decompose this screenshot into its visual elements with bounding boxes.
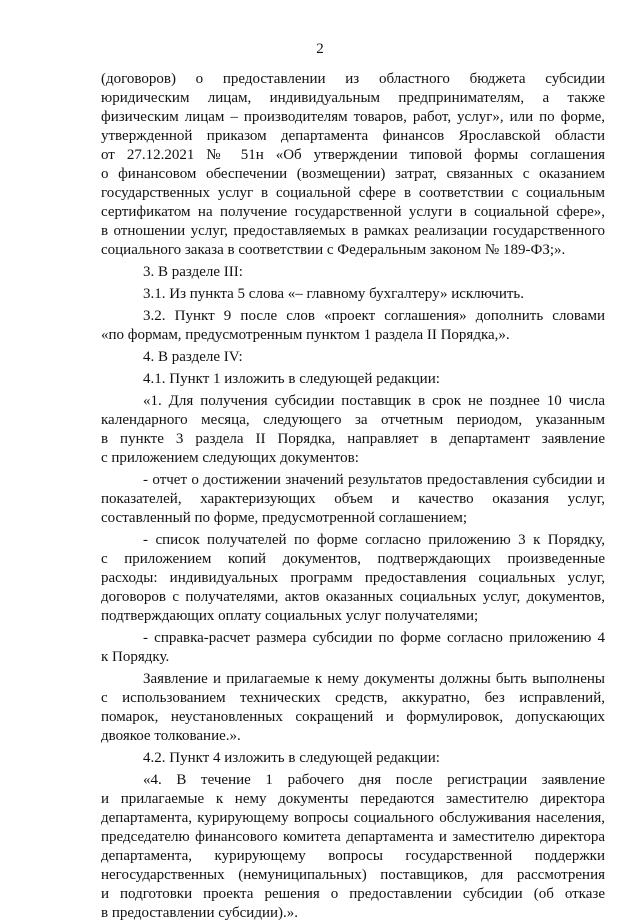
- text-line: физическим лицам – производителям товаров, работ, услуг», или по форме,: [101, 109, 605, 125]
- text-line: к Порядку.: [101, 649, 170, 665]
- text-line: помарок, неустановленных сокращений и формулировок, допускающих: [101, 709, 605, 725]
- text-line: государственных услуг в социальной сфере в соответствии с социальным: [101, 185, 605, 201]
- text-line: 4.2. Пункт 4 изложить в следующей редакции:: [143, 750, 440, 766]
- paragraph: [101, 629, 605, 667]
- text-line: календарного месяца, следующего за отчетным периодом, указанным: [101, 412, 605, 428]
- text-line: от 27.12.2021 № 51н «Об утверждении типовой формы соглашения: [101, 147, 605, 163]
- paragraph: [101, 348, 605, 367]
- text-line: «по формам, предусмотренным пунктом 1 раздела II Порядка,».: [101, 327, 510, 343]
- text-line: - отчет о достижении значений результатов предоставления субсидии и: [143, 472, 605, 488]
- paragraph: [101, 285, 605, 304]
- paragraph: [101, 70, 605, 260]
- text-line: 3. В разделе III:: [143, 264, 243, 280]
- text-line: негосударственных (немуниципальных) поставщиков, для рассмотрения: [101, 867, 605, 883]
- text-line: 4. В разделе IV:: [143, 349, 243, 365]
- document-body: [101, 70, 605, 923]
- paragraph: [101, 771, 605, 923]
- text-line: с приложением следующих документов:: [101, 450, 359, 466]
- text-line: расходы: индивидуальных программ предоставления социальных услуг,: [101, 570, 605, 586]
- text-line: 4.1. Пункт 1 изложить в следующей редакции:: [143, 371, 440, 387]
- text-line: показателей, характеризующих объем и качество оказания услуг,: [101, 491, 605, 507]
- text-line: департамента, курирующему вопросы государственной поддержки: [101, 848, 605, 864]
- text-line: утвержденной приказом департамента финансов Ярославской области: [101, 128, 605, 144]
- text-line: двоякое толкование.».: [101, 728, 241, 744]
- paragraph: [101, 370, 605, 389]
- text-line: с приложением копий документов, подтверждающих произведенные: [101, 551, 605, 567]
- text-line: в предоставлении субсидии).».: [101, 905, 298, 921]
- paragraph: [101, 531, 605, 626]
- text-line: в отношении услуг, предоставляемых в рамках реализации государственного: [101, 223, 605, 239]
- paragraph: [101, 263, 605, 282]
- text-line: председателю финансового комитета департамента и заместителю директора: [101, 829, 605, 845]
- text-line: и прилагаемые к нему документы передаются заместителю директора: [101, 791, 605, 807]
- paragraph: [101, 307, 605, 345]
- text-line: социального заказа в соответствии с Федеральным законом № 189-ФЗ;».: [101, 242, 566, 258]
- text-line: - список получателей по форме согласно приложению 3 к Порядку,: [143, 532, 605, 548]
- paragraph: [101, 670, 605, 746]
- text-line: с использованием технических средств, аккуратно, без исправлений,: [101, 690, 605, 706]
- text-line: в пункте 3 раздела II Порядка, направляет в департамент заявление: [101, 431, 605, 447]
- text-line: юридическим лицам, индивидуальным предпринимателям, а также: [101, 90, 605, 106]
- text-line: 3.2. Пункт 9 после слов «проект соглашения» дополнить словами: [143, 308, 605, 324]
- text-line: сертификатом на получение государственной услуги в социальной сфере»,: [101, 204, 605, 220]
- paragraph: [101, 392, 605, 468]
- text-line: 3.1. Из пункта 5 слова «– главному бухгалтеру» исключить.: [143, 286, 525, 302]
- text-line: - справка-расчет размера субсидии по форме согласно приложению 4: [143, 630, 605, 646]
- text-line: договоров с получателями, актов оказанных социальных услуг, документов,: [101, 589, 605, 605]
- text-line: (договоров) о предоставлении из областного бюджета субсидии: [101, 71, 605, 87]
- text-line: и подготовки проекта решения о предоставлении субсидии (об отказе: [101, 886, 605, 902]
- paragraph: [101, 749, 605, 768]
- text-line: «1. Для получения субсидии поставщик в срок не позднее 10 числа: [143, 393, 605, 409]
- text-line: Заявление и прилагаемые к нему документы должны быть выполнены: [143, 671, 605, 687]
- text-line: «4. В течение 1 рабочего дня после регистрации заявление: [143, 772, 605, 788]
- paragraph: [101, 471, 605, 528]
- text-line: подтверждающих оплату социальных услуг получателями;: [101, 608, 479, 624]
- text-line: о финансовом обеспечении (возмещении) затрат, связанных с оказанием: [101, 166, 605, 182]
- text-line: департамента, курирующему вопросы социального обслуживания населения,: [101, 810, 605, 826]
- page-number: 2: [316, 41, 324, 57]
- text-line: составленный по форме, предусмотренной соглашением;: [101, 510, 468, 526]
